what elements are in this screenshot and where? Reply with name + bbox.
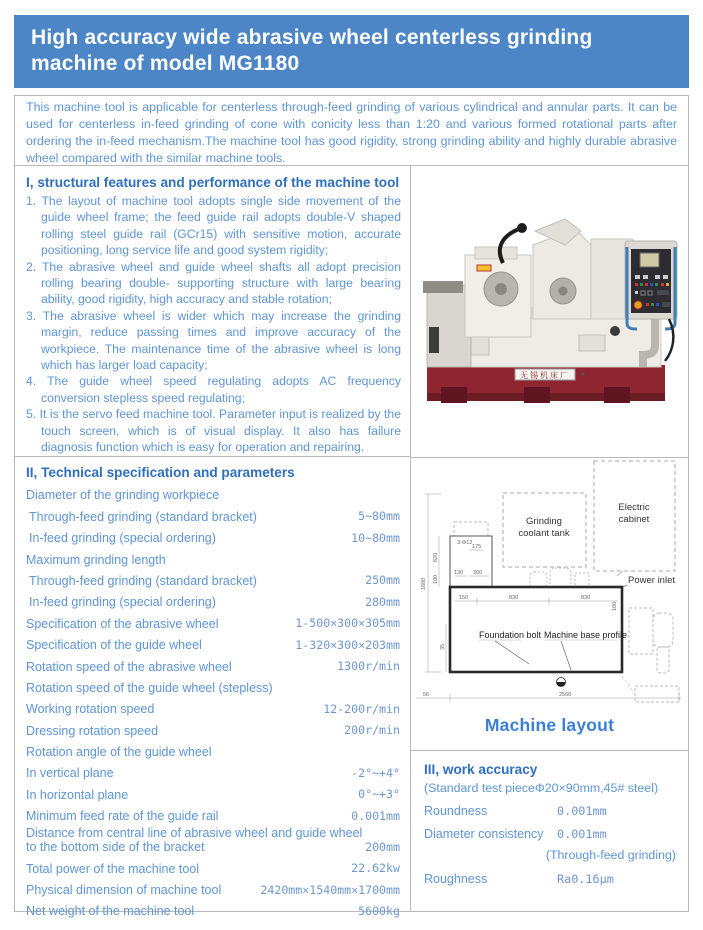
spec-value: 22.62kw [351,861,400,876]
accuracy-section [411,751,688,911]
machine-layout-section [411,458,688,751]
accuracy-row [424,804,676,818]
dim-830b: 830 [581,595,591,601]
spec-label: Maximum grinding length [26,552,166,567]
features-heading: I, structural features and performance of the machine tool [26,175,400,190]
accuracy-row [424,827,676,841]
svg-text:coolant tank: coolant tank [518,528,570,539]
title-banner [14,15,689,88]
spec-value: 5600kg [358,903,400,918]
spec-row [26,505,400,526]
dim-100-right: 100 [612,601,618,611]
dim-35: 35 [440,643,446,650]
right-column [411,166,688,911]
feature-item: The guide wheel speed regulating adopts AC frequency conversion stepless speed regulating; [41,374,401,405]
spec-value: 1300r/min [337,659,400,674]
spec-value: 10~80mm [351,530,400,545]
feature-item: The abrasive wheel is wider which may increase the grinding margin, reduce passing times and improve accuracy of the workpiece. The maintenance time of the abrasive wheel is long which has larger load capacity; [41,308,401,373]
power-inlet-label: Power inlet [628,575,675,586]
left-column [15,166,411,919]
spec-row [26,719,400,740]
spec-label: Through-feed grinding (standard bracket) [29,509,257,524]
spec-value: 1-320×300×203mm [295,637,400,652]
spec-row [26,878,400,899]
spec-value: 2420mm×1540mm×1700mm [260,882,400,897]
specs-section [15,457,410,921]
dim-620: 620 [433,552,439,562]
dim-100-left: 100 [433,574,439,584]
spec-label: Total power of the machine tool [26,861,200,876]
accuracy-label: Diameter consistency [424,827,544,841]
two-column-area [15,166,688,919]
spec-label: Dressing rotation speed [26,723,159,738]
spec-row [26,548,400,569]
spec-label: Through-feed grinding (standard bracket) [29,573,257,588]
dim-1680: 1680 [421,577,427,590]
feature-item: The abrasive wheel and guide wheel shafts all adopt precision rolling bearing double- supporting structure with large bearing ability, good rigidity, high accuracy and stable rotation; [41,259,401,307]
accuracy-row [424,872,676,886]
spec-row [26,526,400,547]
foundation-bolt-label: Foundation bolt [479,630,542,640]
spec-label: In-feed grinding (special ordering) [29,595,216,610]
spec-row [26,569,400,590]
spec-row [26,676,400,697]
spec-row [26,826,400,857]
spec-label: Distance from central line of abrasive wheel and guide wheel to the bottom side of the bracket [26,825,363,855]
spec-value: 280mm [365,594,400,609]
dim-2560: 2560 [559,692,572,698]
dim-56: 56 [423,692,430,698]
machine-photo-illustration [419,177,681,447]
spec-row [26,857,400,878]
spec-row [26,740,400,761]
spec-row [26,762,400,783]
coolant-tank-label: Grinding [526,516,562,527]
spec-label: Diameter of the grinding workpiece [26,488,220,503]
spec-row [26,804,400,825]
spec-label: Rotation speed of the abrasive wheel [26,659,232,674]
spec-label: Specification of the abrasive wheel [26,616,219,631]
layout-caption: Machine layout [484,715,615,735]
spec-label: Rotation angle of the guide wheel [26,745,212,760]
spec-value: 0°~+3° [358,787,400,802]
accuracy-value: 0.001mm [557,804,607,818]
machine-photo [411,166,688,458]
dim-hole: 3-Φ12 [457,540,473,546]
spec-label: Minimum feed rate of the guide rail [26,809,219,824]
dim-830a: 830 [509,595,519,601]
specs-heading: II, Technical specification and parameters [26,464,295,480]
spec-value: -2°~+4° [351,765,400,780]
dim-150: 150 [459,595,469,601]
machine-layout-diagram [411,458,688,708]
svg-text:cabinet: cabinet [618,514,650,525]
spec-row [26,612,400,633]
spec-label: Physical dimension of machine tool [26,883,222,898]
spec-row [26,900,400,921]
touch-screen [640,253,659,267]
accuracy-label: Roughness [424,872,488,886]
spec-row [26,697,400,718]
features-section [15,166,410,457]
spec-label: In vertical plane [26,766,114,781]
accuracy-subtitle: (Standard test pieceΦ20×90mm,45# steel) [424,781,659,795]
spec-value: 250mm [365,573,400,588]
spec-row [26,655,400,676]
content-frame [14,95,689,919]
spec-label: Specification of the guide wheel [26,638,202,653]
spec-label: Working rotation speed [26,702,155,717]
nameplate-text: 无锡机床厂 [519,370,570,380]
accuracy-value: 0.001mm [557,827,607,841]
accuracy-heading: III, work accuracy [424,762,538,777]
spec-row [26,633,400,654]
features-list [26,193,401,456]
spec-value: 5~80mm [358,509,400,524]
spec-label: Rotation speed of the guide wheel (stepless) [26,680,273,695]
accuracy-note: (Through-feed grinding) [545,848,676,862]
page-title-line2: machine of model MG1180 [31,52,300,75]
spec-label: In horizontal plane [26,787,129,802]
feature-item: The layout of machine tool adopts single side movement of the guide wheel frame; the feed guide rail adopts double-V shaped rolling steel guide rail (GCr15) with sensitive motion, accurate positioning, long service life and good system rigidity; [41,194,401,258]
electric-cabinet-label: Electric [618,502,650,513]
spec-row [26,783,400,804]
spec-value: 1-500×300×305mm [295,616,400,631]
spec-value: 12-200r/min [323,701,400,716]
dim-175: 175 [472,544,482,550]
intro-paragraph: This machine tool is applicable for centerless through-feed grinding of various cylindrical and annular parts. It can be used for centerless in-feed grinding of cone with conicity less than 1:20 and various formed rotational parts after ordering the in-feed mechanism.The machine tool has good rigidity, strong grinding ability and highly durable abrasive wheel compared with the similar machine tools. [15,96,688,166]
accuracy-value: Ra0.16μm [557,872,614,886]
spec-value: 0.001mm [351,808,400,823]
spec-value: 200mm [365,839,400,854]
base-profile-label: Machine base profile [544,630,628,640]
accuracy-label: Roundness [424,804,488,818]
spec-row [26,484,400,505]
dim-130: 130 [454,570,464,576]
dim-300: 300 [473,570,483,576]
feature-item: It is the servo feed machine tool. Parameter input is realized by the touch screen, which is of visual display. It also has failure diagnosis function which is easy for operation and repairing. [39,407,401,455]
spec-rows [26,484,400,921]
spec-row [26,590,400,611]
spec-label: In-feed grinding (special ordering) [29,531,216,546]
page-title-line1: High accuracy wide abrasive wheel centerless grinding [31,26,593,49]
spec-label: Net weight of the machine tool [26,904,195,919]
spec-value: 200r/min [344,723,400,738]
